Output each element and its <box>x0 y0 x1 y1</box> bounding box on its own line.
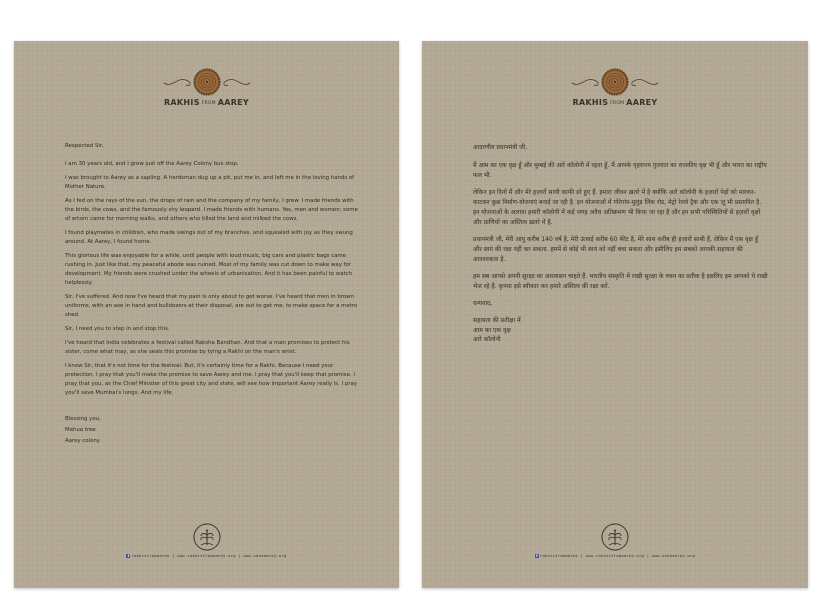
letter-paragraph: लेकिन इन दिनों मैं और मेरे हज़ारों साथी काफी डरे हुए हैं. हमारा जीवन ख़तरे में है क्योंकि आरे कॉलोनी के हज़ारों पेड़ों को मारकर-काटकर कुछ निर्माण-योजनाएं बनाई जा रही है. इन योजनाओं में गोरेगांव-मुलुंड लिंक रोड, मेट्रो रेलवे ट्रैक और एक ज़ू भी प्रस्तावित है. इन योजनाओं के अलावा हमारी कॉलोनी में कई जगह अवैध अतिक्रमण भी किया जा रहा है और इन सभी परिस्थितियों से हज़ारों वृक्षों और प्राणियों का अस्तित्व ख़तरे में है. <box>473 189 762 226</box>
letter-signoff <box>473 316 768 345</box>
letter-paragraph: This glorious life was enjoyable for a while, until people with loud music, big cars and plastic bags came rushing in. Just like that, my peaceful abode was ruined. Most of my family was cut down to make way for development. My friends were crushed under the wheels of urbanisation. And it has been painful to watch helplessly. <box>65 253 353 286</box>
letter-paragraph: हम सब आपसे अपनी सुरक्षा का आश्वासन चाहते हैं. भारतीय संस्कृति में राखी सुरक्षा के वचन का प्रतीक है इसलिए हम आपको ये राखी भेज रहे हैं. कृपया इसे स्वीकार कर हमारे अस्तित्व की रक्षा करें. <box>473 273 768 290</box>
signoff-line: Mahua tree <box>65 427 96 433</box>
letter-body-hindi <box>473 143 768 345</box>
letter-paragraph: As I fed on the rays of the sun, the drops of rain and the company of my family, I grew. I made friends with the birds, the cows, and the famously shy leopard. I made friends with humans. Yes, men and women; some of whom came for morning walks, and others who tilled the land and milked the cows. <box>65 198 358 222</box>
letter-salutation: Respected Sir, <box>65 143 104 149</box>
signoff-line: आम का एक वृक्ष <box>473 326 511 334</box>
letter-paragraph: प्रधानमंत्री जी, मेरी आयु करीब 140 वर्ष है, मेरी ऊंचाई करीब 60 फीट है, मेरे साथ करीब ही हज़ारों साथी हैं, लेकिन मैं एक वृक्ष हूँ और स्वयं की रक्षा नहीं कर सकता. हममें से कोई भी स्वयं को नहीं बचा सकता और इसीलिए हम सबको आपकी सहायता की आवश्यकता है. <box>473 236 759 263</box>
brand-logo <box>422 67 808 107</box>
footer-emblem <box>14 523 399 551</box>
tree-emblem-icon <box>193 523 221 551</box>
letter-paragraph: I found playmates in children, who made swings out of my branches, and squealed with joy as they swung around. At Aarey, I found home. <box>65 230 353 245</box>
letter-paragraph: मैं आम का एक वृक्ष हूँ और मुम्बई की आरे कॉलोनी में रहता हूँ. मैं आपके गृहराज्य गुजरात का राजकीय वृक्ष भी हूँ और भारत का राष्ट्रीय फल भी. <box>473 162 767 179</box>
letter-paragraph: Sir, I've suffered. And now I've heard that my pain is only about to get worse. I've heard that men in brown uniforms, with an axe in hand and bulldozers at their disposal, are out to get me, to make space for a metro shed. <box>65 294 358 318</box>
brand-name: RAKHIS FROM AAREY <box>572 98 658 107</box>
letter-body-english <box>65 142 360 447</box>
letter-paragraph: I've heard that India celebrates a festival called Raksha Bandhan. And that a man promises to protect his sister, come what may, as she seals this promise by tying a Rakhi on the man's wrist. <box>65 340 350 355</box>
letter-page-english <box>14 41 399 588</box>
tree-ring-icon <box>162 67 252 97</box>
brand-name: RAKHIS FROM AAREY <box>163 98 250 107</box>
footer-website[interactable]: www.rakhisfromaarey.org <box>177 553 236 558</box>
signoff-line: सहायता की प्रतीक्षा में <box>473 317 521 324</box>
tree-emblem-icon <box>601 523 629 551</box>
letter-page-hindi <box>422 41 808 588</box>
letter-thanks: धन्यवाद, <box>473 300 493 307</box>
signoff-line: आरे कॉलोनी <box>473 336 501 343</box>
letter-paragraph: I was brought to Aarey as a sapling. A herdsman dug up a pit, put me in, and left me in the loving hands of Mother Nature. <box>65 175 355 190</box>
letter-salutation: आदरणीय प्रधानमंत्री जी, <box>473 144 528 151</box>
footer-facebook[interactable]: rakhisfromaarey <box>131 553 170 558</box>
footer-facebook[interactable]: rakhisfromaarey <box>539 553 579 558</box>
footer-emblem <box>422 523 808 551</box>
letter-paragraph: Sir, I need you to step in and stop this. <box>65 326 170 332</box>
letter-paragraph: I am 30 years old, and I grow just off the Aarey Colony bus stop. <box>65 161 239 167</box>
brand-logo <box>14 67 399 107</box>
facebook-icon: f <box>536 554 538 558</box>
footer-links: f rakhisfromaarey | www.rakhisfromaarey.org | www.saveaarey.org <box>536 553 696 558</box>
facebook-icon: f <box>127 554 130 558</box>
signoff-line: Aarey colony <box>65 438 100 444</box>
letter-signoff <box>65 414 360 447</box>
footer-other-website[interactable]: www.saveaarey.org <box>651 553 696 558</box>
tree-ring-icon <box>570 67 660 97</box>
footer-other-website[interactable]: www.saveaarey.org <box>243 553 287 558</box>
footer-website[interactable]: www.rakhisfromaarey.org <box>585 553 645 558</box>
footer-links: f rakhisfromaarey | www.rakhisfromaarey.org | www.saveaarey.org <box>127 553 287 558</box>
signoff-line: Blessing you, <box>65 416 101 422</box>
letter-paragraph: I know Sir, that it's not time for the festival. But, it's certainly time for a Rakhi. Because I need your protection. I pray that you'll make the promise to save Aarey and me. I pray that you'll keep that promise. I pray that you, as the Chief Minister of this great city and state, will see how important Aarey really is. I pray you'll save Mumbai's lungs. And my life. <box>65 363 357 396</box>
